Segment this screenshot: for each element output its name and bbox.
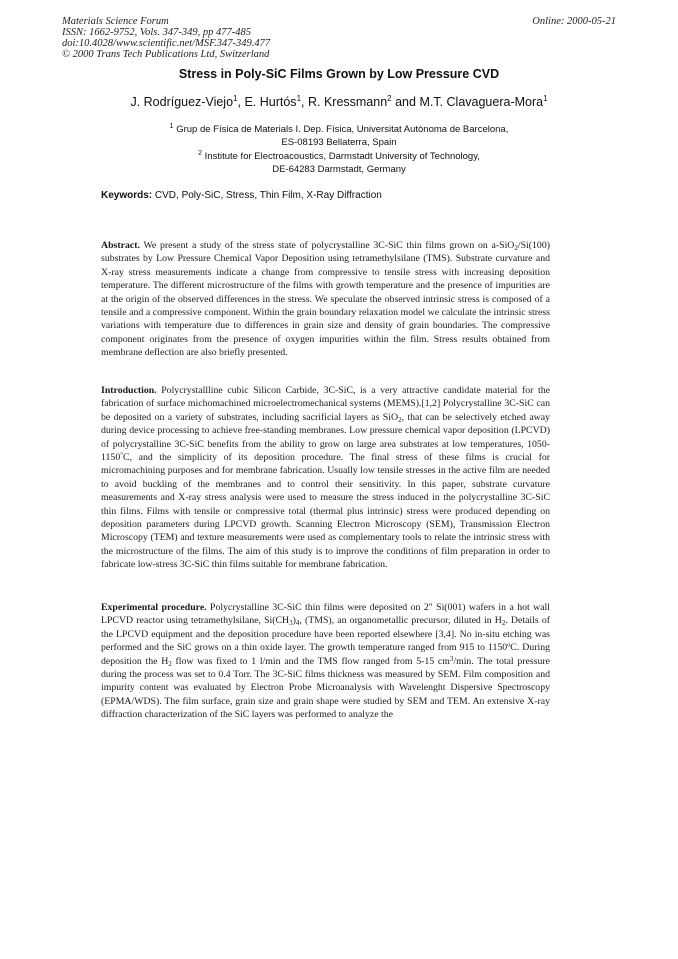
author-affiliation-mark: 1 (543, 94, 548, 103)
abstract-text: We present a study of the stress state of polycrystalline 3C-SiC thin films grown on a-SiO (143, 240, 515, 251)
experimental-section (101, 601, 550, 722)
journal-name: Materials Science Forum (62, 16, 169, 27)
experimental-text: . Details of the LPCVD equipment and the deposition procedure have been reported elsewhere [3,4]. No in-situ etching was performed and the SiC grows on a thin oxide layer. The growth temperature ranged from 915 to 1150ºC. During deposition the H (101, 615, 550, 667)
experimental-heading: Experimental procedure. (101, 602, 207, 613)
affiliation-number: 2 (198, 150, 202, 157)
affiliation-2 (0, 148, 678, 176)
paper-title: Stress in Poly-SiC Films Grown by Low Pressure CVD (178, 67, 500, 81)
issn-line: ISSN: 1662-9752, Vols. 347-349, pp 477-485 (62, 27, 251, 38)
affiliation-number: 1 (169, 123, 174, 130)
author-name: E. Hurtós (244, 95, 297, 110)
author-affiliation-mark: 1 (296, 94, 302, 103)
introduction-text: , that can be selectively etched away during device processing to achieve free-standing membranes. Low pressure chemical vapor deposition (LPCVD) of polycrystalline 3C-SiC benefits from the ability to grow on large area substrates at low temperatures, 1050-1150 (101, 411, 550, 464)
experimental-text: /min. The total pressure during the process was set to 0.4 Torr. The 3C-SiC films thickness was measured by SEM. Film composition and impurity content was evaluated by Electron Probe Microanalysis with Wavelenght Dispersive Spectroscopy (EPMA/WDS). The film surface, grain size and grain shape were studied by SEM and TEM. An extensive X-ray diffraction characterization of the SiC layers was performed to analyze the (101, 655, 550, 721)
introduction-section (101, 384, 550, 572)
introduction-text: Polycrystallline cubic Silicon Carbide, 3C-SiC, is a very attractive candidate material for the fabrication of surface michomachined microelectromechanical systems (MEMS).[1,2] Polycrystalline 3C-SiC can be deposited on a variety of substrates, including sacrificial layers as SiO (101, 385, 551, 423)
author-name: R. Kressmann (307, 95, 388, 110)
experimental-text: , (TMS), an organometallic precursor, diluted in H (299, 615, 502, 627)
affiliation-line: DE-64283 Darmstadt, Germany (272, 163, 406, 175)
author-separator: and (391, 95, 420, 110)
author-affiliation-mark: 2 (387, 94, 392, 103)
keywords-text: CVD, Poly-SiC, Stress, Thin Film, X-Ray Diffraction (154, 190, 382, 201)
abstract-heading: Abstract. (101, 240, 140, 251)
subscript: 2 (398, 415, 402, 424)
subscript: 2 (168, 659, 172, 668)
introduction-text: C, and the simplicity of its deposition procedure. The final stress of these films is crucial for micromachining purposes and for membrane fabrication. Usually low tensile stresses in the active film are needed to avoid buckling of the membranes and to control their sensitivity. In this paper, substrate curvature measurements and X-ray stress analysis were used to measure the stress induced in the polycrystalline 3C-SiC thin films. Films with tensile or compressive total (thermal plus intrinsic) stress were produced depending on deposition parameters during LPCVD growth. Scanning Electron Microscopy (SEM), Transmission Electron Microscopy (TEM) and texture measurements were used as complementary tools to relate the intrinsic stress with the microstructure of the films. The aim of this study is to improve the conditions of film preparation in order to fabricate low-stress 3C-SiC thin films suitable for membrane fabrication. (101, 452, 550, 571)
affiliation-line: ES-08193 Bellaterra, Spain (281, 136, 397, 148)
author-separator: , (301, 95, 308, 110)
superscript: ° (120, 451, 124, 460)
subscript: 2 (501, 619, 506, 628)
experimental-text: Polycrystalline 3C-SiC thin films were deposited on 2" Si(001) wafers in a hot wall LPCVD reactor using tetramethylsilane, Si(CH (101, 602, 550, 627)
author-name: J. Rodríguez-Viejo (130, 95, 234, 110)
experimental-text: ) (292, 615, 296, 627)
subscript: 2 (514, 244, 518, 252)
experimental-text: flow was fixed to 1 l/min and the TMS flow ranged from 5-15 cm (171, 655, 450, 667)
subscript: 4 (295, 619, 300, 628)
doi-line: doi:10.4028/www.scientific.net/MSF.347-349.477 (62, 38, 271, 49)
superscript: 3 (449, 654, 454, 663)
online-date: Online: 2000-05-21 (532, 16, 616, 27)
keywords-label: Keywords: (101, 190, 153, 201)
abstract-text: /Si(100) substrates by Low Pressure Chemical Vapor Deposition using tetramethylsilane (TMS). Substrate curvature and X-ray stress measurements indicate a change from compressive to tensile stress with increasing deposition temperature. The different microstructure of the films with growth temperature and the presence of impurities are at the origin of the observed differences in the stress. We speculate the observed intrinsic stress is composed of a tensile and a compressive component. Within the grain boundary relaxation model we calculate the intrinsic stress variations with temperature due to differences in grain size and density of grain boundaries. The compressive component originates from the presence of oxygen impurities within the film. Stress results obtained from membrane deflection are also briefly presented. (101, 240, 550, 359)
abstract (101, 239, 550, 360)
subscript: 3 (289, 619, 293, 628)
author-affiliation-mark: 1 (233, 94, 238, 103)
affiliation-line: Grup de Física de Materials I. Dep. Física, Universitat Autònoma de Barcelona, (176, 124, 509, 136)
author-list (0, 94, 678, 109)
affiliation-line: Institute for Electroacoustics, Darmstadt University of Technology, (204, 151, 480, 163)
copyright-line: © 2000 Trans Tech Publications Ltd, Switzerland (62, 49, 270, 60)
author-separator: , (237, 95, 245, 110)
keywords (101, 190, 382, 201)
introduction-heading: Introduction. (101, 385, 157, 396)
publication-info (62, 16, 362, 60)
affiliation-1 (0, 121, 678, 149)
author-name: M.T. Clavaguera-Mora (419, 95, 544, 110)
